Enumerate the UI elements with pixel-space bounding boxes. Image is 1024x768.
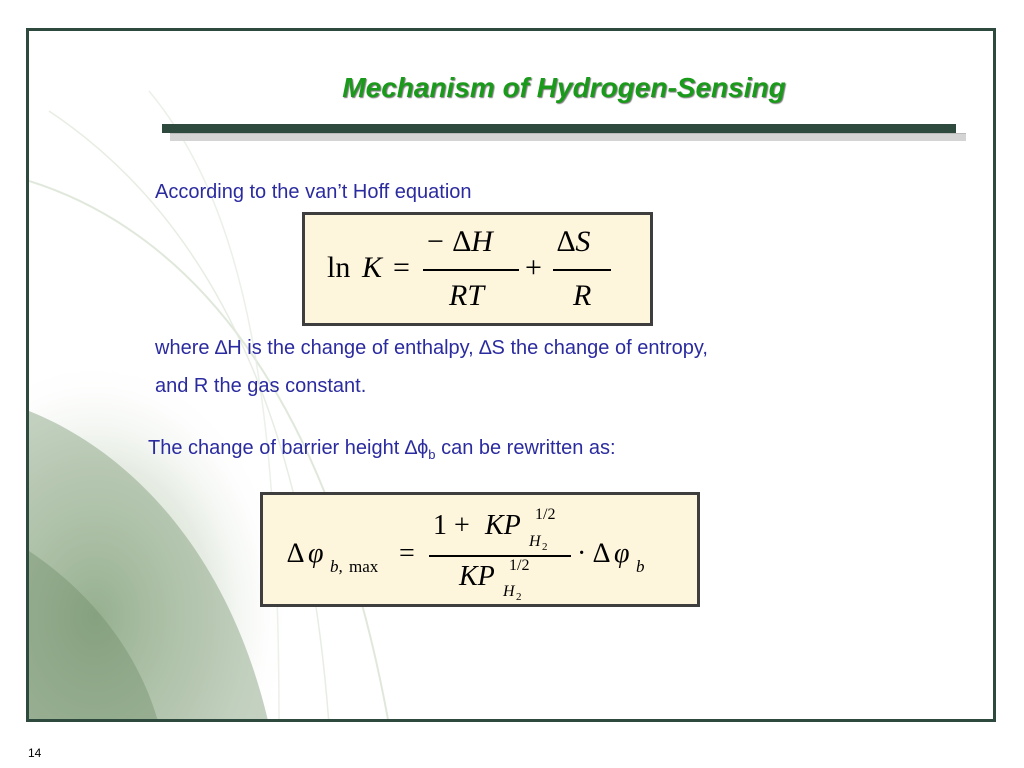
barrier-prefix: The change of barrier height <box>148 437 405 459</box>
barrier-suffix: can be rewritten as: <box>435 437 616 459</box>
subscript-max: max <box>349 557 379 576</box>
fraction2-numerator: ∆S <box>557 225 591 258</box>
enthalpy-text: H is the change of enthalpy, <box>227 337 480 359</box>
vant-hoff-equation-box <box>302 212 653 326</box>
entropy-text: S the change of entropy, <box>491 337 708 359</box>
page-number: 14 <box>28 746 42 760</box>
phi-symbol: φ <box>308 538 324 569</box>
ln-symbol: ln <box>327 251 351 284</box>
delta-symbol: ∆ <box>287 538 305 569</box>
subscript-b-rhs: b <box>636 557 645 576</box>
equals-sign: = <box>399 538 415 569</box>
where-prefix: where <box>155 337 216 359</box>
where-text <box>155 330 708 366</box>
phi-subscript: b <box>428 447 436 462</box>
fraction1-denominator: RT <box>449 279 485 312</box>
fraction1-numerator: − ∆H <box>425 225 493 258</box>
barrier-height-equation-box <box>260 492 700 607</box>
phi-symbol-rhs: φ <box>614 538 630 569</box>
title-underline-light <box>170 133 966 141</box>
plus-sign: + <box>525 251 542 284</box>
numerator-exponent: 1/2 <box>535 506 556 523</box>
denominator-kp: KP <box>459 561 495 592</box>
gas-constant-text: and R the gas constant. <box>155 375 367 397</box>
fraction1-bar <box>423 269 519 271</box>
numerator-subscript-h: H <box>529 533 541 550</box>
numerator-kp: KP <box>485 510 521 541</box>
slide-title: Mechanism of Hydrogen-Sensing <box>342 72 786 103</box>
phi-symbol: ϕ <box>417 437 429 459</box>
delta-symbol-s: ∆ <box>479 337 492 359</box>
denominator-subscript-h: H <box>503 583 515 600</box>
intro-text: According to the van’t Hoff equation <box>155 181 472 203</box>
fraction-bar <box>429 555 571 557</box>
fraction2-bar <box>553 269 611 271</box>
numerator-subscript-2: 2 <box>542 541 548 553</box>
delta-symbol-h: ∆ <box>215 337 228 359</box>
subscript-b: b, <box>330 557 343 576</box>
k-symbol: K <box>362 251 383 284</box>
delta-symbol-phi: ∆ <box>404 437 418 459</box>
denominator-exponent: 1/2 <box>509 557 530 574</box>
numerator-one-plus: 1 + <box>433 510 470 541</box>
delta-symbol-rhs: ∆ <box>593 538 611 569</box>
title-underline-dark <box>162 124 956 133</box>
equals-sign: = <box>393 251 410 284</box>
denominator-subscript-2: 2 <box>516 591 522 603</box>
fraction2-denominator: R <box>573 279 592 312</box>
multiply-dot: · <box>577 538 587 569</box>
barrier-text <box>148 430 616 473</box>
